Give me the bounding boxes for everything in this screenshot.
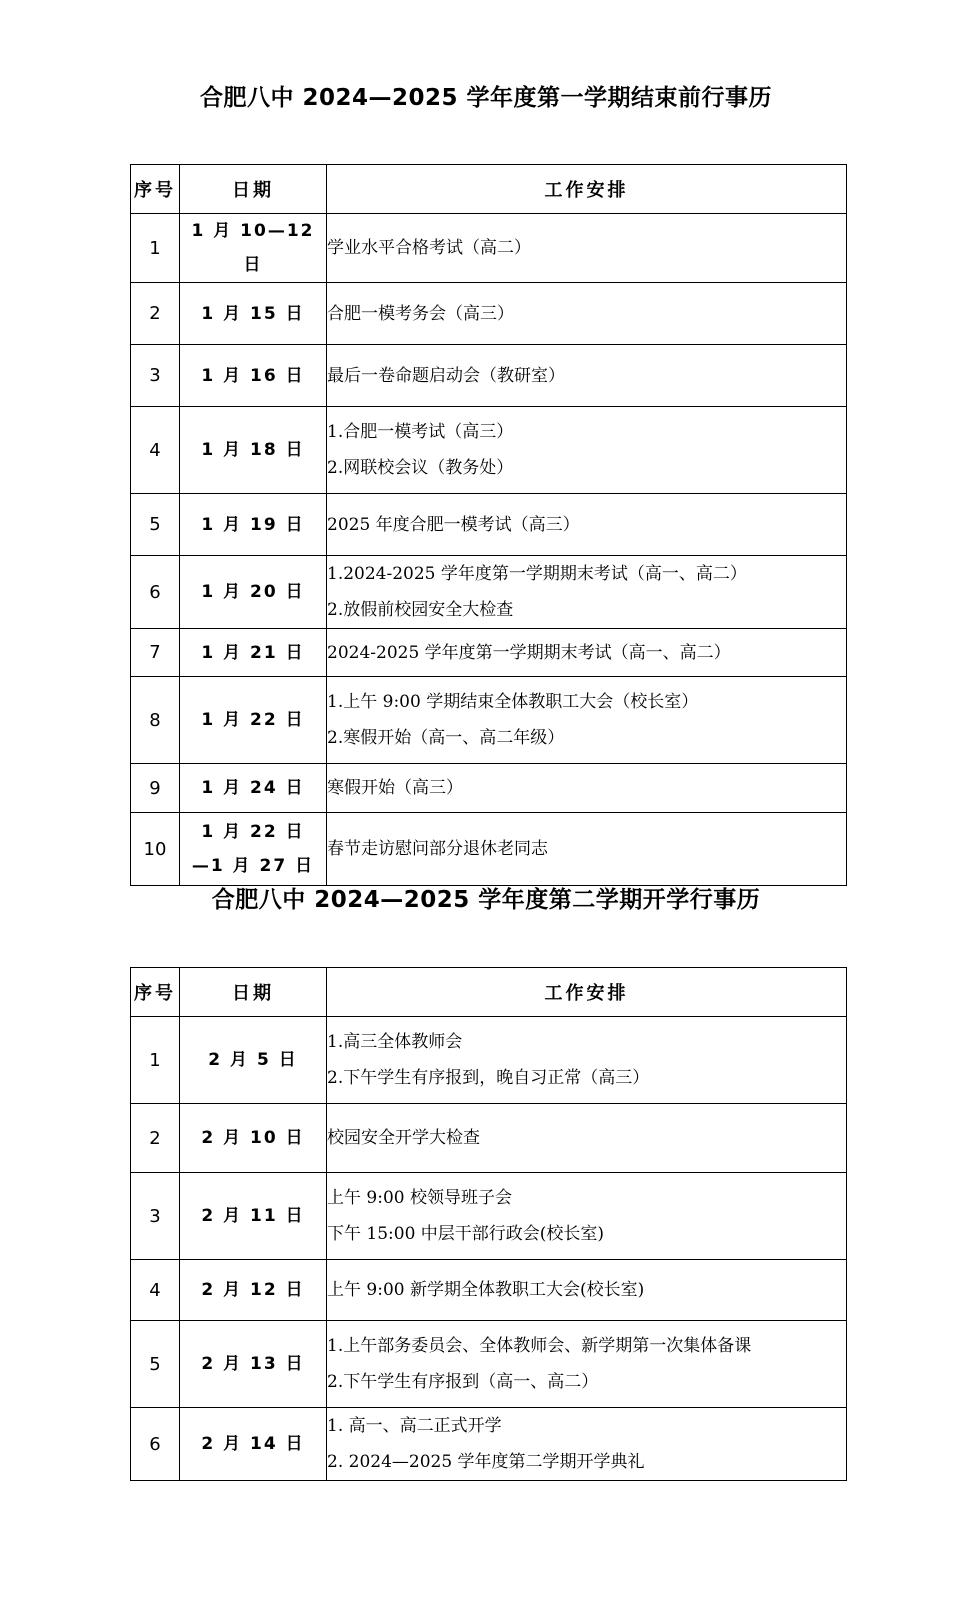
row-work-arrangement [327,1104,847,1173]
row-number: 10 [131,813,180,886]
semester-2-calendar-table [130,967,847,1481]
header-no: 序号 [131,968,180,1017]
header-work: 工作安排 [327,968,847,1017]
work-item: 寒假开始（高三） [327,778,463,798]
table-row [131,677,847,764]
date-line: 1 月 22 日 [201,822,305,842]
work-item: 下午 15:00 中层干部行政会(校长室) [327,1224,605,1244]
work-item: 2.寒假开始（高一、高二年级） [327,728,565,748]
date-line: 2 月 14 日 [201,1434,305,1454]
row-number: 4 [131,407,180,494]
row-work-arrangement [327,813,847,886]
work-item: 春节走访慰问部分退休老同志 [327,839,548,859]
row-date [180,1104,327,1173]
table-header-row [131,165,847,214]
row-work-arrangement [327,214,847,283]
work-item: 2. 2024—2025 学年度第二学期开学典礼 [327,1452,645,1472]
table-row [131,494,847,556]
row-work-arrangement [327,1260,847,1321]
work-item: 1.2024-2025 学年度第一学期期末考试（高一、高二） [327,564,747,584]
row-work-arrangement [327,345,847,407]
row-date [180,764,327,813]
row-work-arrangement [327,283,847,345]
row-work-arrangement [327,1173,847,1260]
row-number: 5 [131,494,180,556]
row-number: 1 [131,214,180,283]
work-item: 学业水平合格考试（高二） [327,238,531,258]
row-number: 3 [131,1173,180,1260]
row-date [180,1408,327,1481]
table-row [131,345,847,407]
work-item: 2024-2025 学年度第一学期期末考试（高一、高二） [327,642,731,663]
work-item: 2025 年度合肥一模考试（高三） [327,514,580,535]
row-number: 8 [131,677,180,764]
row-number: 6 [131,1408,180,1481]
table-row [131,1408,847,1481]
table-row [131,214,847,283]
date-line: 1 月 24 日 [201,778,305,798]
row-date [180,1260,327,1321]
row-date [180,556,327,629]
row-number: 2 [131,1104,180,1173]
semester-1-calendar-table [130,164,847,886]
row-work-arrangement [327,1321,847,1408]
table-row [131,1017,847,1104]
date-line: 1 月 18 日 [201,440,305,460]
work-item: 校园安全开学大检查 [327,1128,480,1148]
table-row [131,556,847,629]
row-number: 3 [131,345,180,407]
row-number: 9 [131,764,180,813]
header-no: 序号 [131,165,180,214]
row-work-arrangement [327,407,847,494]
work-item: 上午 9:00 校领导班子会 [327,1188,512,1208]
date-line: 2 月 13 日 [201,1354,305,1374]
row-number: 1 [131,1017,180,1104]
header-work: 工作安排 [327,165,847,214]
work-item: 1.高三全体教师会 [327,1032,463,1052]
table-row [131,1260,847,1321]
date-line: 1 月 10—12 日 [191,221,315,275]
date-line: 2 月 11 日 [201,1206,305,1226]
row-work-arrangement [327,1017,847,1104]
row-number: 2 [131,283,180,345]
work-item: 上午 9:00 新学期全体教职工大会(校长室) [327,1280,645,1300]
table-header-row [131,968,847,1017]
table-row [131,813,847,886]
header-date: 日期 [180,165,327,214]
row-date [180,214,327,283]
date-line: 1 月 16 日 [201,365,305,386]
work-item: 2.下午学生有序报到（高一、高二） [327,1372,599,1392]
row-number: 5 [131,1321,180,1408]
row-date [180,494,327,556]
date-line: 2 月 12 日 [201,1280,305,1300]
table-row [131,1104,847,1173]
work-item: 1.合肥一模考试（高三） [327,422,514,442]
work-item: 合肥一模考务会（高三） [327,303,514,324]
header-date: 日期 [180,968,327,1017]
page-title-semester-2: 合肥八中 2024—2025 学年度第二学期开学行事历 [211,887,761,913]
date-line: 1 月 21 日 [201,642,305,663]
row-date [180,407,327,494]
work-item: 1. 高一、高二正式开学 [327,1416,502,1436]
table-row [131,407,847,494]
row-date [180,345,327,407]
row-date [180,1017,327,1104]
table-row [131,1173,847,1260]
date-line: 1 月 15 日 [201,303,305,324]
work-item: 1.上午部务委员会、全体教师会、新学期第一次集体备课 [327,1336,752,1356]
table-row [131,283,847,345]
row-number: 4 [131,1260,180,1321]
date-line: —1 月 27 日 [191,856,315,876]
row-date [180,1321,327,1408]
row-date [180,1173,327,1260]
row-work-arrangement [327,556,847,629]
work-item: 2.下午学生有序报到，晚自习正常（高三） [327,1068,650,1088]
row-work-arrangement [327,677,847,764]
row-work-arrangement [327,494,847,556]
table-row [131,1321,847,1408]
row-work-arrangement [327,1408,847,1481]
date-line: 2 月 10 日 [201,1128,305,1148]
row-date [180,629,327,677]
date-line: 1 月 22 日 [201,710,305,730]
row-number: 6 [131,556,180,629]
table-row [131,764,847,813]
page-title-semester-1: 合肥八中 2024—2025 学年度第一学期结束前行事历 [199,85,773,111]
date-line: 2 月 5 日 [208,1050,298,1070]
row-date [180,283,327,345]
date-line: 1 月 19 日 [201,514,305,535]
table-row [131,629,847,677]
work-item: 2.放假前校园安全大检查 [327,600,514,620]
row-work-arrangement [327,629,847,677]
work-item: 最后一卷命题启动会（教研室） [327,365,565,386]
row-number: 7 [131,629,180,677]
row-date [180,677,327,764]
date-line: 1 月 20 日 [201,582,305,602]
work-item: 1.上午 9:00 学期结束全体教职工大会（校长室） [327,692,699,712]
work-item: 2.网联校会议（教务处） [327,458,514,478]
row-date [180,813,327,886]
row-work-arrangement [327,764,847,813]
